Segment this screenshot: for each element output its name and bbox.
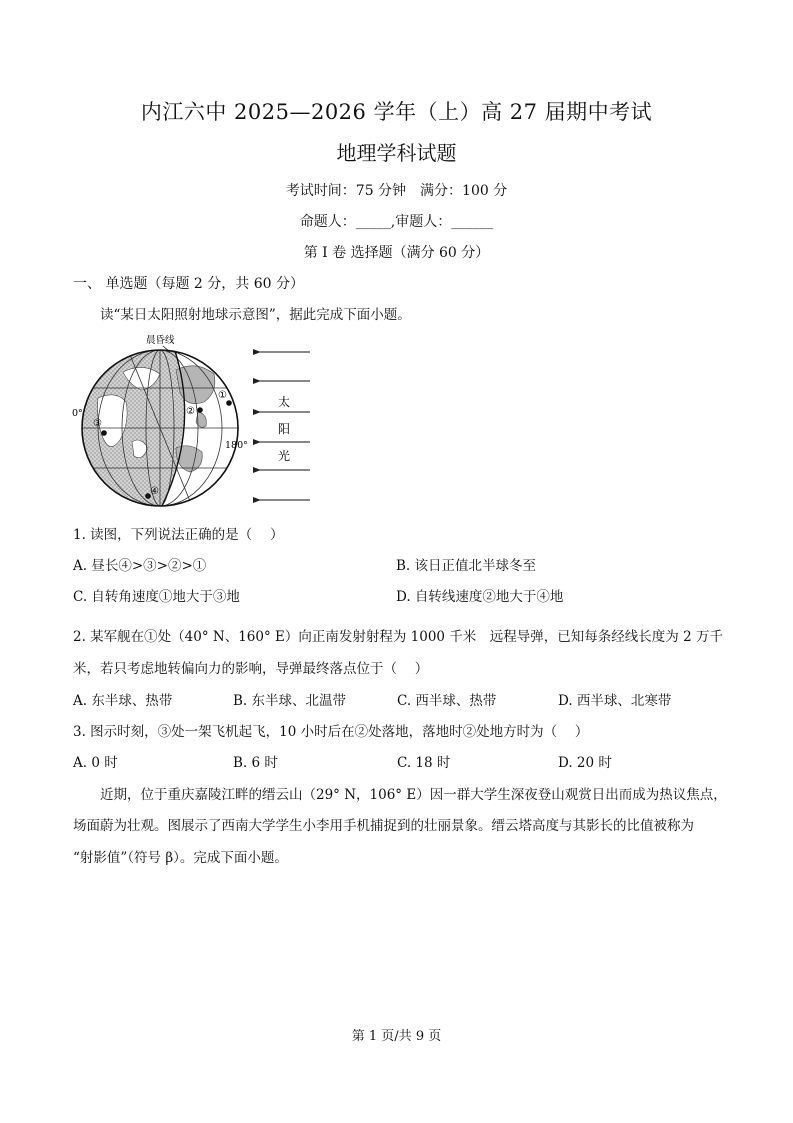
author-info: 命题人：_____,审题人：______	[299, 214, 494, 230]
terminator-label: 晨昏线	[146, 335, 175, 346]
longitude-180-label: 180°	[225, 440, 248, 451]
passage-line-3: “射影值”（符号 β）。完成下面小题。	[73, 850, 288, 866]
longitude-0-label: 0°	[72, 408, 83, 419]
passage-line-1: 近期，位于重庆嘉陵江畔的缙云山（29° N，106° E）因一群大学生深夜登山观赏日出而成为热议焦点，	[100, 787, 727, 803]
point-2-marker	[197, 407, 203, 413]
question-1-option-a: A. 昼长④>③>②>①	[73, 558, 207, 574]
point-3-marker	[101, 430, 107, 436]
exam-time-info: 考试时间：75 分钟 满分：100 分	[285, 183, 508, 199]
page-number: 第 1 页/共 9 页	[351, 1029, 442, 1044]
question-2-option-a: A. 东半球、热带	[73, 693, 173, 709]
point-4-label: ④	[150, 486, 159, 497]
question-2-option-b: B. 东半球、北温带	[233, 693, 347, 709]
sunlight-label-3: 光	[278, 449, 291, 463]
sunlight-label-1: 太	[278, 395, 291, 409]
question-1-option-c: C. 自转角速度①地大于③地	[73, 589, 240, 605]
point-1-marker	[226, 400, 232, 406]
point-1-label: ①	[218, 390, 227, 401]
question-3-option-b: B. 6 时	[233, 755, 278, 771]
question-3-option-c: C. 18 时	[397, 755, 451, 771]
question-2-option-c: C. 西半球、热带	[397, 693, 497, 709]
sunlight-label-2: 阳	[278, 422, 291, 436]
section-heading: 一、 单选题（每题 2 分，共 60 分）	[73, 276, 304, 292]
sun-earth-diagram	[68, 330, 328, 515]
exam-title: 内江六中 2025—2026 学年（上）高 27 届期中考试	[140, 100, 653, 124]
part-title: 第 I 卷 选择题（满分 60 分）	[303, 245, 490, 261]
question-2-stem-line1: 2. 某军舰在①处（40° N、160° E）向正南发射射程为 1000 千米 远程导弹，已知每条经线长度为 2 万千	[73, 629, 723, 645]
question-1-stem: 1. 读图，下列说法正确的是（ ）	[73, 527, 284, 543]
question-3-stem: 3. 图示时刻，③处一架飞机起飞，10 小时后在②处落地，落地时②处地方时为（ ）	[73, 724, 589, 740]
question-1-option-d: D. 自转线速度②地大于④地	[396, 589, 564, 605]
question-2-stem-line2: 米，若只考虑地转偏向力的影响，导弹最终落点位于（ ）	[73, 661, 429, 677]
subject-title: 地理学科试题	[336, 141, 457, 165]
figure-intro: 读“某日太阳照射地球示意图”，据此完成下面小题。	[100, 307, 411, 323]
question-3-option-a: A. 0 时	[73, 755, 118, 771]
question-2-option-d: D. 西半球、北寒带	[558, 693, 672, 709]
point-3-label: ③	[93, 418, 102, 429]
question-1-option-b: B. 该日正值北半球冬至	[396, 558, 537, 574]
passage-line-2: 场面蔚为壮观。图展示了西南大学学生小李用手机捕捉到的壮丽景象。缙云塔高度与其影长的比值被称为	[73, 818, 694, 834]
point-2-label: ②	[186, 406, 195, 417]
question-3-option-d: D. 20 时	[558, 755, 612, 771]
